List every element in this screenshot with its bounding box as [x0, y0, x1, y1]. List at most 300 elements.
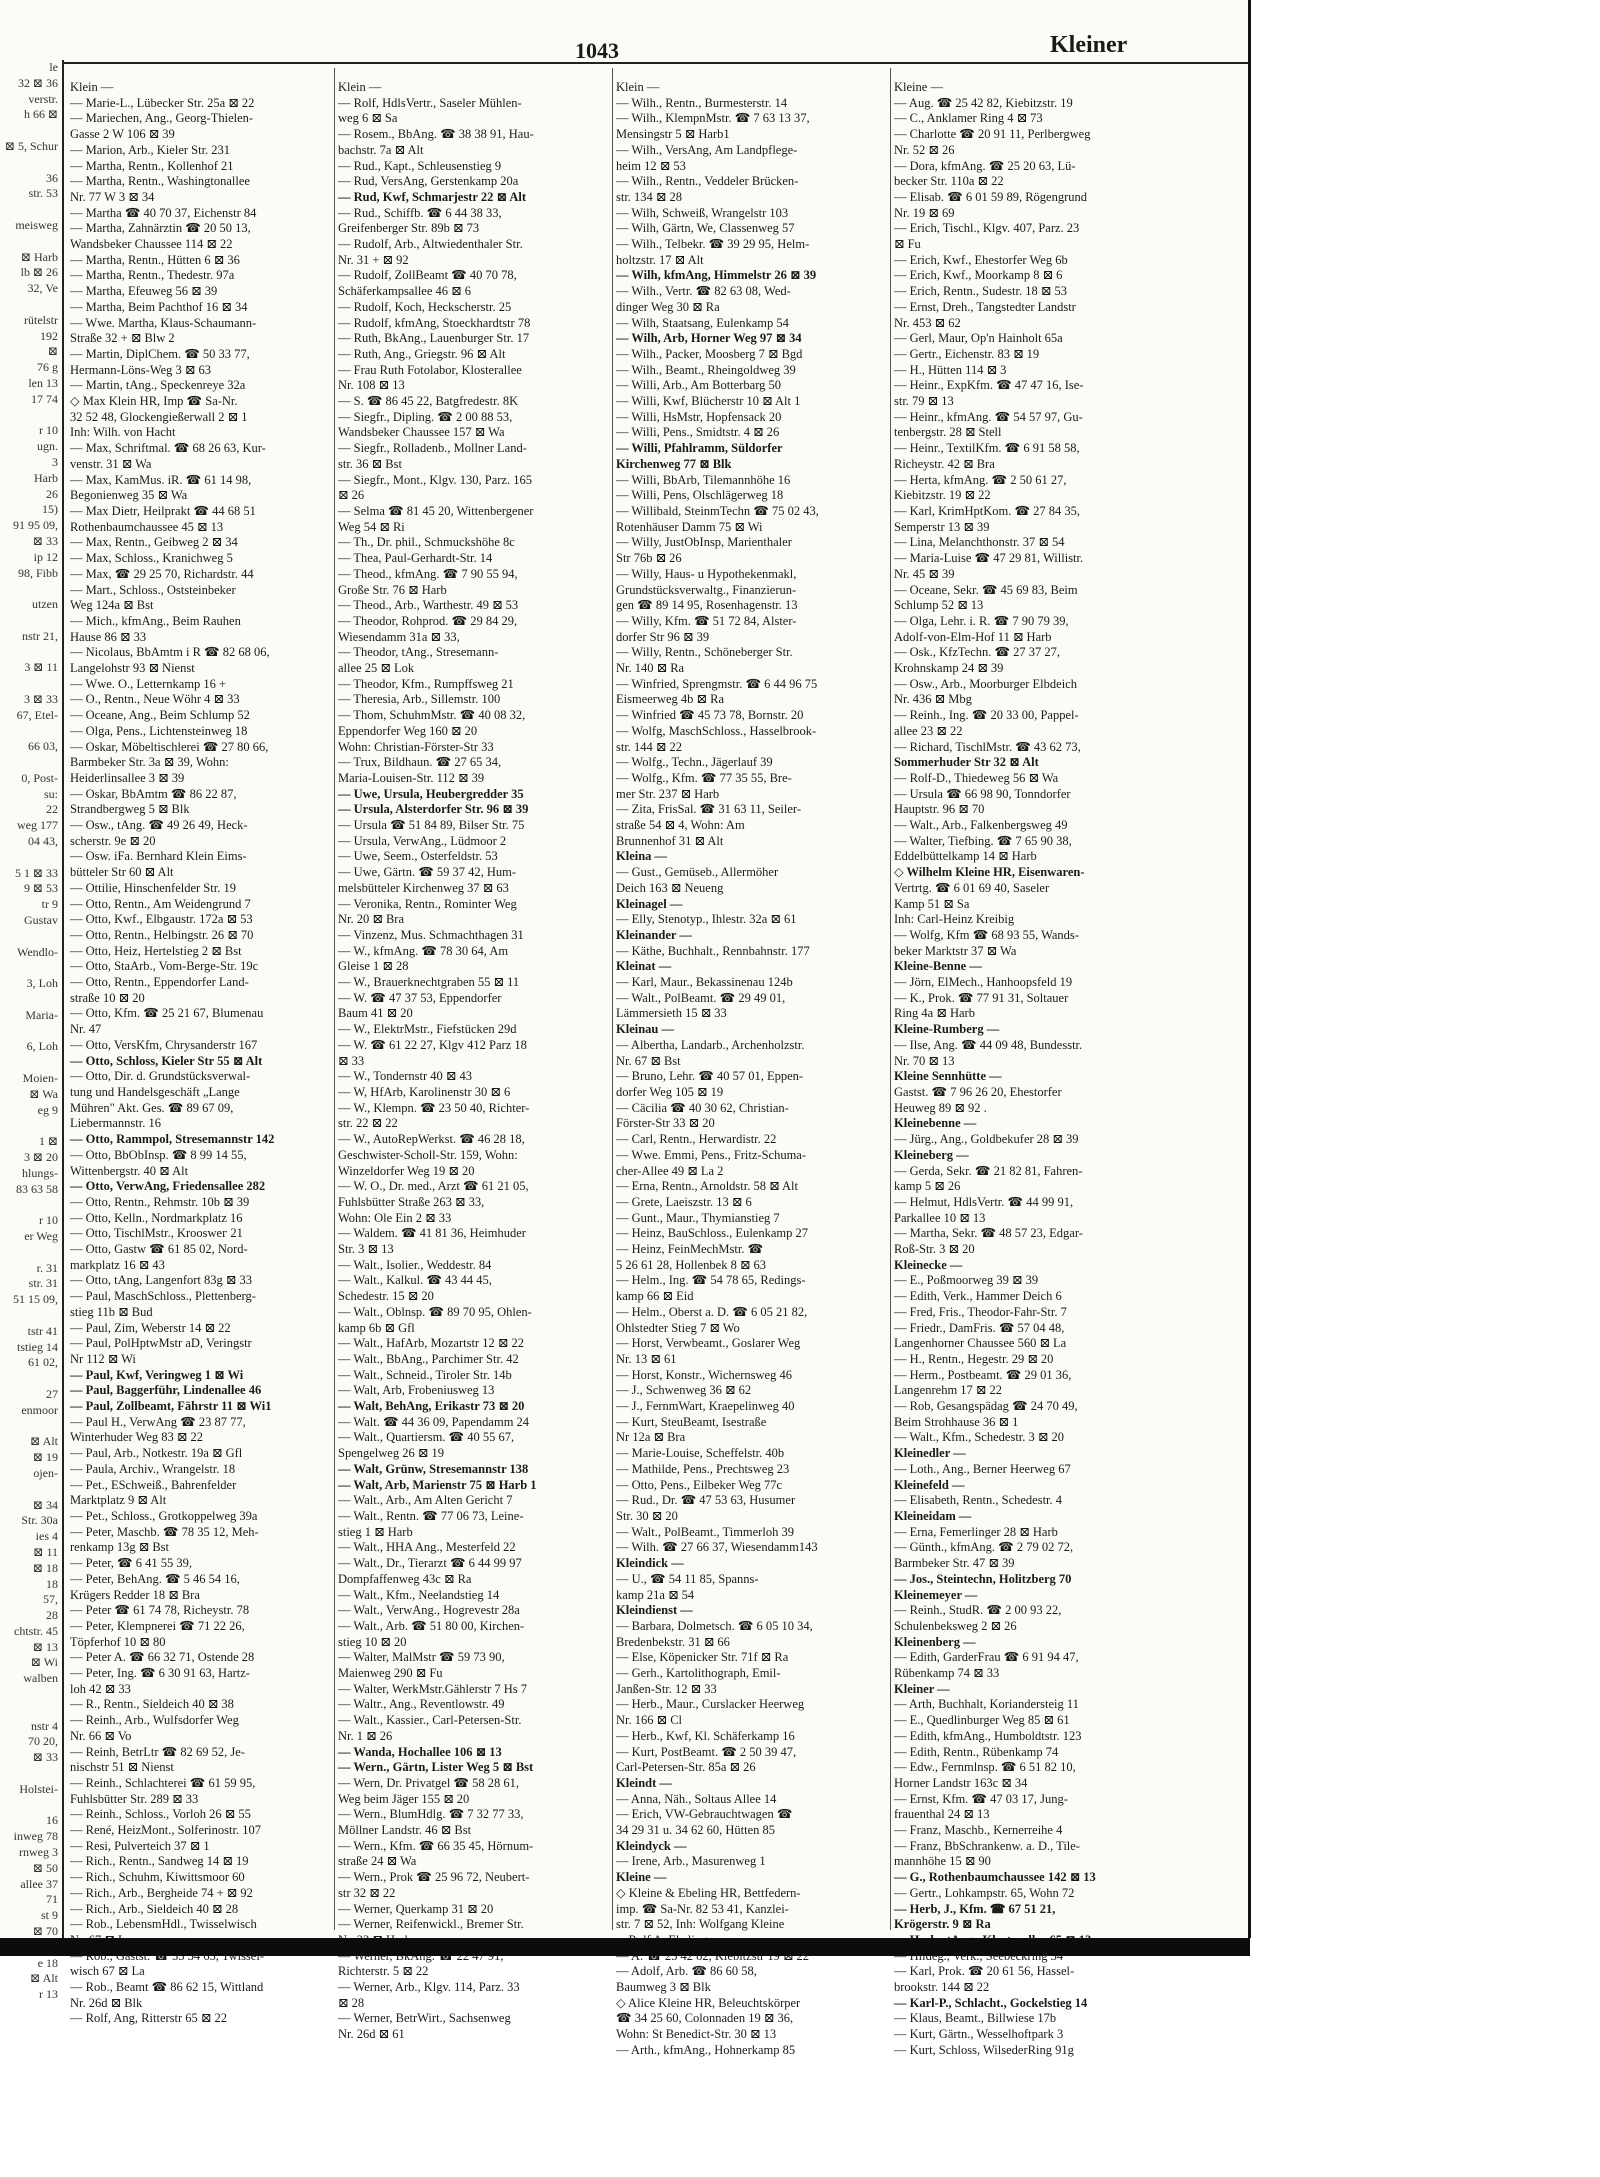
stub-fragment: [0, 676, 62, 692]
directory-entry: Kleine —: [894, 80, 943, 94]
directory-entry: — W., ElektrMstr., Fiefstücken 29d: [338, 1022, 517, 1037]
running-header: Kleiner: [1050, 32, 1128, 58]
surname-heading: Kleinau —: [616, 1022, 674, 1037]
directory-entry: — Rich., Arb., Bergheide 74 + ⊠ 92: [70, 1885, 253, 1900]
directory-entry: ◇ Max Klein HR, Imp ☎ Sa-Nr.: [70, 394, 238, 409]
directory-entry: Nr 12a ⊠ Bra: [616, 1430, 686, 1445]
directory-entry: — Rud., Dr. ☎ 47 53 63, Husumer: [616, 1493, 796, 1508]
directory-entry: Liebermannstr. 16: [70, 1116, 161, 1131]
directory-entry: — Karl-P., Schlacht., Gockelstieg 14: [894, 1995, 1088, 2010]
directory-entry: Winterhuder Weg 83 ⊠ 22: [70, 1430, 204, 1445]
directory-entry: — Erich, Rentn., Sudestr. 18 ⊠ 53: [894, 284, 1067, 299]
directory-entry: Nr. 66 ⊠ Vo: [70, 1728, 132, 1743]
directory-entry: Wandsbeker Chaussee 114 ⊠ 22: [70, 237, 233, 252]
directory-entry: — Rudolf, Arb., Altwiedenthaler Str.: [338, 237, 523, 252]
directory-entry: — Wolfg., Kfm. ☎ 77 35 55, Bre-: [616, 770, 792, 785]
directory-entry: — Klaus, Beamt., Billwiese 17b: [894, 2011, 1057, 2026]
directory-entry: — Wwe. Martha, Klaus-Schaumann-: [70, 315, 257, 330]
surname-heading: Kleindt —: [616, 1775, 672, 1790]
directory-entry: heim 12 ⊠ 53: [616, 158, 686, 173]
directory-entry: Nr. 52 ⊠ 26: [894, 142, 955, 157]
directory-entry: — Otto, Dir. d. Grundstücksverwal-: [70, 1069, 251, 1084]
directory-entry: — Irene, Arb., Masurenweg 1: [616, 1854, 766, 1869]
directory-entry: 5 26 61 28, Hollenbek 8 ⊠ 63: [616, 1257, 767, 1272]
directory-entry: — Walt., Arb., Am Alten Gericht 7: [338, 1493, 513, 1508]
directory-entry: — Pet., Schloss., Grotkoppelweg 39a: [70, 1508, 258, 1523]
directory-entry: — Rich., Arb., Sieldeich 40 ⊠ 28: [70, 1901, 239, 1916]
directory-entry: — Paula, Archiv., Wrangelstr. 18: [70, 1461, 236, 1476]
directory-entry: Vertrtg. ☎ 6 01 69 40, Saseler: [894, 880, 1050, 895]
stub-fragment: [0, 992, 62, 1008]
directory-entry: Große Str. 76 ⊠ Harb: [338, 582, 447, 597]
directory-entry: — Kurt, Gärtn., Wesselhoftpark 3: [894, 2027, 1064, 2042]
directory-entry: — J., Schwenweg 36 ⊠ 62: [616, 1383, 752, 1398]
directory-entry: — Otto, Pens., Eilbeker Weg 77c: [616, 1477, 783, 1492]
directory-entry: — Carl, Rentn., Herwardistr. 22: [616, 1132, 777, 1147]
directory-entry: — W. ☎ 47 37 53, Eppendorfer: [338, 990, 502, 1005]
stub-fragment: ⊠ 34: [32, 1497, 58, 1512]
directory-entry: — Edith, kfmAng., Humboldtstr. 123: [894, 1728, 1082, 1743]
stub-fragment: Holstei-: [19, 1781, 58, 1796]
directory-entry: Straße 32 + ⊠ Blw 2: [70, 331, 175, 346]
directory-entry: Langenhorner Chaussee 560 ⊠ La: [894, 1336, 1067, 1351]
directory-entry: — Wolfg, MaschSchloss., Hasselbrook-: [616, 723, 817, 738]
directory-entry: — Loth., Ang., Berner Heerweg 67: [894, 1461, 1071, 1476]
directory-entry: — Otto, Rammpol, Stresemannstr 142: [70, 1132, 275, 1147]
stub-fragment: weg 177: [17, 818, 58, 833]
header-rule: [64, 62, 1248, 64]
stub-fragment: ⊠ 50: [32, 1860, 58, 1875]
directory-entry: Nr. 1 ⊠ 26: [338, 1728, 393, 1743]
stub-fragment: [0, 1197, 62, 1213]
directory-entry: — Wern., Kfm. ☎ 66 35 45, Hörnum-: [338, 1838, 534, 1853]
directory-entry: — Herb, J., Kfm. ☎ 67 51 21,: [894, 1901, 1056, 1916]
stub-fragment: 3: [52, 454, 58, 469]
stub-fragment: ⊠ Wi: [30, 1655, 58, 1670]
directory-entry: — Ilse, Ang. ☎ 44 09 48, Bundesstr.: [894, 1037, 1083, 1052]
stub-fragment: hlungs-: [22, 1165, 58, 1180]
directory-entry: — Peter, Ing. ☎ 6 30 91 63, Hartz-: [70, 1666, 250, 1681]
directory-entry: allee 25 ⊠ Lok: [338, 661, 415, 676]
directory-entry: — Walt, BehAng, Erikastr 73 ⊠ 20: [338, 1399, 525, 1414]
directory-entry: ⊠ 33: [338, 1053, 365, 1068]
directory-entry: — Martha ☎ 40 70 37, Eichenstr 84: [70, 205, 257, 220]
directory-entry: — Oskar, BbAmtm ☎ 86 22 87,: [70, 786, 237, 801]
directory-entry: — Franz, BbSchrankenw. a. D., Tile-: [894, 1838, 1080, 1853]
directory-entry: — Rud., Schiffb. ☎ 6 44 38 33,: [338, 205, 502, 220]
directory-entry: — Otto, StaArb., Vom-Berge-Str. 19c: [70, 959, 259, 974]
directory-entry: loh 42 ⊠ 33: [70, 1681, 131, 1696]
directory-entry: — Walt. ☎ 44 36 09, Papendamm 24: [338, 1414, 530, 1429]
directory-entry: — Rud, VersAng, Gerstenkamp 20a: [338, 174, 519, 189]
directory-entry: Str 76b ⊠ 26: [616, 551, 682, 566]
directory-entry: — Walt., HafArb, Mozartstr 12 ⊠ 22: [338, 1336, 524, 1351]
directory-entry: — Otto, Heiz, Hertelstieg 2 ⊠ Bst: [70, 943, 242, 958]
stub-fragment: 17 74: [31, 391, 58, 406]
directory-entry: — Jörn, ElMech., Hanhoopsfeld 19: [894, 975, 1073, 990]
directory-entry: — Gertr., Eichenstr. 83 ⊠ 19: [894, 346, 1040, 361]
directory-entry: — Mich., kfmAng., Beim Rauhen: [70, 613, 241, 628]
directory-entry: — Wilh., VersAng, Am Landpflege-: [616, 142, 798, 157]
stub-fragment: [0, 408, 62, 424]
directory-entry: — Werner, Querkamp 31 ⊠ 20: [338, 1901, 494, 1916]
directory-entry: — Rolf, Ang, Ritterstr 65 ⊠ 22: [70, 2011, 228, 2026]
directory-entry: — W., Klempn. ☎ 23 50 40, Richter-: [338, 1100, 530, 1115]
stub-fragment: meisweg: [15, 217, 58, 232]
directory-entry: Maria-Louisen-Str. 112 ⊠ 39: [338, 770, 485, 785]
stub-fragment: inweg 78: [13, 1829, 58, 1844]
directory-entry: — Erich, Tischl., Klgv. 407, Parz. 23: [894, 221, 1080, 236]
directory-entry: — Ursula ☎ 51 84 89, Bilser Str. 75: [338, 818, 525, 833]
stub-fragment: ⊠ Alt: [30, 1434, 58, 1449]
directory-entry: — Helm., Ing. ☎ 54 78 65, Redings-: [616, 1273, 806, 1288]
stub-fragment: [0, 1118, 62, 1134]
stub-fragment: 1 ⊠: [38, 1134, 58, 1149]
directory-entry: Ring 4a ⊠ Harb: [894, 1006, 975, 1021]
directory-entry: — Fred, Fris., Theodor-Fahr-Str. 7: [894, 1304, 1067, 1319]
stub-fragment: [0, 960, 62, 976]
directory-entry: Möllner Landstr. 46 ⊠ Bst: [338, 1823, 472, 1838]
stub-fragment: [0, 1308, 62, 1324]
directory-entry: — Walter, WerkMstr.Gählerstr 7 Hs 7: [338, 1681, 528, 1696]
directory-entry: — Nicolaus, BbAmtm i R ☎ 82 68 06,: [70, 645, 270, 660]
directory-entry: — Willibald, SteinmTechn ☎ 75 02 43,: [616, 503, 819, 518]
directory-entry: — Maria-Luise ☎ 47 29 81, Willistr.: [894, 551, 1084, 566]
directory-entry: — Erna, Rentn., Arnoldstr. 58 ⊠ Alt: [616, 1179, 798, 1194]
directory-entry: — Erich, Kwf., Moorkamp 8 ⊠ 6: [894, 268, 1063, 283]
directory-entry: Nr. 453 ⊠ 62: [894, 315, 961, 330]
directory-entry: Semperstr 13 ⊠ 39: [894, 519, 990, 534]
stub-fragment: le: [49, 60, 58, 74]
directory-entry: Wohn: Ole Ein 2 ⊠ 33: [338, 1210, 452, 1225]
directory-column-3: [616, 80, 888, 2057]
surname-heading: Kleinedler —: [894, 1446, 966, 1461]
directory-entry: — Rudolf, Koch, Heckscherstr. 25: [338, 299, 512, 314]
directory-entry: — K., Prok. ☎ 77 91 31, Soltauer: [894, 990, 1069, 1005]
directory-entry: — Gerh., Kartolithograph, Emil-: [616, 1666, 781, 1681]
directory-entry: Eddelbüttelkamp 14 ⊠ Harb: [894, 849, 1037, 864]
directory-entry: — Heinz, FeinMechMstr. ☎: [616, 1242, 764, 1257]
directory-entry: ⊠ 26: [338, 488, 365, 503]
directory-entry: Dompfaffenweg 43c ⊠ Ra: [338, 1571, 472, 1586]
directory-entry: — Anna, Näh., Soltaus Allee 14: [616, 1791, 777, 1806]
directory-entry: — Willi, Kwf, Blücherstr 10 ⊠ Alt 1: [616, 394, 801, 409]
directory-entry: — Otto, Rentn., Helbingstr. 26 ⊠ 70: [70, 927, 254, 942]
directory-entry: — Mart., Schloss., Oststeinbeker: [70, 582, 236, 597]
stub-fragment: 18: [46, 1576, 58, 1591]
directory-entry: allee 23 ⊠ 22: [894, 723, 963, 738]
directory-entry: Nr. 31 + ⊠ 92: [338, 252, 409, 267]
directory-entry: mer Str. 237 ⊠ Harb: [616, 786, 720, 801]
directory-entry: Barmbeker Str. 3a ⊠ 39, Wohn:: [70, 755, 229, 770]
stub-fragment: [0, 1055, 62, 1071]
directory-entry: ⊠ Fu: [894, 237, 921, 252]
directory-entry: — Martha, Rentn., Kollenhof 21: [70, 158, 234, 173]
surname-heading: Kleinenberg —: [894, 1634, 976, 1649]
directory-entry: Nr. 47: [70, 1022, 102, 1037]
directory-entry: — Max, Schloss., Kranichweg 5: [70, 551, 233, 566]
directory-entry: — Willi, Pens., Smidtstr. 4 ⊠ 26: [616, 425, 780, 440]
directory-entry: — W, HfArb, Karolinenstr 30 ⊠ 6: [338, 1085, 511, 1099]
directory-entry: — Reinh., Ing. ☎ 20 33 00, Pappel-: [894, 708, 1079, 723]
stub-fragment: Harb: [34, 470, 58, 485]
directory-entry: Spengelweg 26 ⊠ 19: [338, 1446, 444, 1461]
directory-entry: Schäferkampsallee 46 ⊠ 6: [338, 284, 471, 299]
stub-fragment: 91 95 09,: [13, 518, 58, 533]
directory-entry: — Reinh., Schlachterei ☎ 61 59 95,: [70, 1775, 256, 1790]
directory-entry: Winzeldorfer Weg 19 ⊠ 20: [338, 1163, 475, 1178]
directory-entry: — Otto, VerwAng, Friedensallee 282: [70, 1179, 266, 1194]
stub-fragment: 192: [40, 328, 58, 343]
directory-entry: — Gerda, Sekr. ☎ 21 82 81, Fahren-: [894, 1163, 1083, 1178]
directory-entry: — Ursula ☎ 66 98 90, Tonndorfer: [894, 786, 1071, 801]
stub-fragment: r 10: [39, 1213, 58, 1228]
directory-entry: gen ☎ 89 14 95, Rosenhagenstr. 13: [616, 598, 798, 613]
directory-entry: — Rosem., BbAng. ☎ 38 38 91, Hau-: [338, 127, 534, 142]
directory-entry: Wandsbeker Chaussee 157 ⊠ Wa: [338, 425, 505, 440]
directory-entry: — Helmut, HdlsVertr. ☎ 44 99 91,: [894, 1194, 1074, 1209]
directory-entry: — Marion, Arb., Kieler Str. 231: [70, 142, 231, 157]
directory-entry: — Siegfr., Rolladenb., Mollner Land-: [338, 441, 527, 456]
stub-fragment: 66 03,: [28, 739, 58, 754]
directory-entry: — Max, KamMus. iR. ☎ 61 14 98,: [70, 472, 252, 487]
directory-entry: — Walt., Kfm., Schedestr. 3 ⊠ 20: [894, 1430, 1064, 1445]
stub-fragment: 27: [46, 1386, 58, 1401]
directory-entry: Wiesendamm 31a ⊠ 33,: [338, 629, 460, 644]
directory-entry: — Ruth, BkAng., Lauenburger Str. 17: [338, 331, 530, 346]
directory-entry: — Trux, Bildhaun. ☎ 27 65 34,: [338, 755, 502, 770]
stub-fragment: 6, Loh: [26, 1039, 58, 1054]
directory-entry: Wittenbergstr. 40 ⊠ Alt: [70, 1163, 189, 1178]
page-number: 1043: [575, 38, 619, 63]
directory-entry: tenbergstr. 28 ⊠ Stell: [894, 425, 1002, 440]
directory-entry: — Rolf, HdlsVertr., Saseler Mühlen-: [338, 95, 522, 110]
directory-entry: — Marie-L., Lübecker Str. 25a ⊠ 22: [70, 95, 255, 110]
directory-entry: — Oceane, Ang., Beim Schlump 52: [70, 708, 250, 723]
directory-entry: Greifenberger Str. 89b ⊠ 73: [338, 221, 480, 236]
directory-entry: — Wilh., KlempnMstr. ☎ 7 63 13 37,: [616, 111, 810, 126]
directory-entry: — Walt, Arb, Marienstr 75 ⊠ Harb 1: [338, 1477, 537, 1492]
directory-entry: frauenthal 24 ⊠ 13: [894, 1807, 990, 1822]
stub-fragment: [0, 755, 62, 771]
directory-entry: Lämmersieth 15 ⊠ 33: [616, 1006, 727, 1021]
directory-entry: renkamp 13g ⊠ Bst: [70, 1540, 170, 1555]
directory-entry: — Rob., LebensmHdl., Twisselwisch: [70, 1917, 257, 1932]
directory-entry: Nr. 20 ⊠ Bra: [338, 912, 405, 927]
directory-entry: straße 24 ⊠ Wa: [338, 1854, 417, 1869]
directory-entry: — Albertha, Landarb., Archenholzstr.: [616, 1037, 805, 1052]
directory-entry: Kirchenweg 77 ⊠ Blk: [616, 456, 732, 471]
stub-fragment: nstr 21,: [22, 628, 58, 643]
stub-fragment: 83 63 58: [16, 1181, 58, 1196]
stub-fragment: eg 9: [37, 1102, 58, 1117]
stub-fragment: [0, 1482, 62, 1498]
stub-fragment: ⊠ 33: [32, 1750, 58, 1765]
directory-entry: becker Str. 110a ⊠ 22: [894, 174, 1004, 189]
directory-entry: — U., ☎ 54 11 85, Spanns-: [616, 1571, 759, 1586]
directory-entry: — Rud, Kwf, Schmarjestr 22 ⊠ Alt: [338, 189, 527, 204]
directory-entry: Weg 124a ⊠ Bst: [70, 598, 154, 613]
directory-entry: Heuweg 89 ⊠ 92 .: [894, 1100, 987, 1115]
directory-entry: Begonienweg 35 ⊠ Wa: [70, 488, 188, 503]
stub-fragment: 36: [46, 170, 58, 185]
directory-entry: — Willi, Pfahlramm, Süldorfer: [616, 441, 783, 456]
directory-entry: Förster-Str 33 ⊠ 20: [616, 1116, 715, 1131]
directory-entry: Nr. 436 ⊠ Mbg: [894, 692, 972, 707]
directory-entry: Rübenkamp 74 ⊠ 33: [894, 1666, 1000, 1681]
directory-entry: Heiderlinsallee 3 ⊠ 39: [70, 770, 185, 785]
directory-entry: — Else, Köpenicker Str. 71f ⊠ Ra: [616, 1650, 789, 1665]
directory-entry: — Rich., Rentn., Sandweg 14 ⊠ 19: [70, 1854, 249, 1869]
directory-entry: bachstr. 7a ⊠ Alt: [338, 142, 424, 157]
stub-fragment: allee 37: [20, 1876, 58, 1891]
directory-entry: Kiebitzstr. 19 ⊠ 22: [894, 488, 991, 503]
directory-entry: — Max Dietr, Heilprakt ☎ 44 68 51: [70, 503, 256, 518]
stub-fragment: rnweg 3: [19, 1845, 58, 1860]
surname-heading: Kleinemeyer —: [894, 1587, 978, 1602]
stub-fragment: 22: [46, 802, 58, 817]
directory-entry: — Theod., Arb., Warthestr. 49 ⊠ 53: [338, 598, 519, 613]
directory-entry: Wohn: Christian-Förster-Str 33: [338, 739, 494, 754]
directory-entry: — Dora, kfmAng. ☎ 25 20 63, Lü-: [894, 158, 1076, 173]
stub-fragment: 61 02,: [28, 1355, 58, 1370]
directory-entry: Weg 54 ⊠ Ri: [338, 519, 405, 534]
directory-entry: Krügers Redder 18 ⊠ Bra: [70, 1587, 200, 1602]
directory-entry: — Walt, Grünw, Stresemannstr 138: [338, 1461, 529, 1476]
directory-entry: — Osw., Arb., Moorburger Elbdeich: [894, 676, 1077, 691]
stub-fragment: [0, 234, 62, 250]
directory-entry: Nr. 26d ⊠ Blk: [70, 1995, 143, 2010]
directory-entry: Nr. 19 ⊠ 69: [894, 205, 955, 220]
directory-entry: — Gust., Gemüseb., Allermöher: [616, 865, 779, 880]
stub-fragment: 98, Fibb: [17, 565, 58, 580]
directory-entry: — Horst, Verwbeamt., Goslarer Weg: [616, 1336, 801, 1351]
directory-entry: Grundstücksverwaltg., Finanzierun-: [616, 582, 797, 597]
directory-entry: str. 144 ⊠ 22: [616, 739, 683, 754]
directory-entry: — Charlotte ☎ 20 91 11, Perlbergweg: [894, 127, 1091, 142]
directory-entry: — Walt., Isolier., Weddestr. 84: [338, 1257, 492, 1272]
stub-fragment: utzen: [32, 597, 58, 612]
directory-entry: str. 7 ⊠ 52, Inh: Wolfgang Kleine: [616, 1917, 785, 1932]
directory-entry: Wohn: St Benedict-Str. 30 ⊠ 13: [616, 2027, 777, 2042]
directory-entry: — Martha, Rentn., Hütten 6 ⊠ 36: [70, 252, 240, 267]
directory-entry: — Ursula, Alsterdorfer Str. 96 ⊠ 39: [338, 802, 529, 817]
directory-entry: — Uwe, Ursula, Heubergredder 35: [338, 786, 524, 801]
directory-entry: Adolf-von-Elm-Hof 11 ⊠ Harb: [894, 629, 1052, 644]
stub-fragment: ojen-: [33, 1465, 58, 1480]
directory-entry: — Cäcilia ☎ 40 30 62, Christian-: [616, 1100, 789, 1115]
directory-entry: — Uwe, Gärtn. ☎ 59 37 42, Hum-: [338, 865, 517, 880]
directory-entry: — Edith, Verk., Hammer Deich 6: [894, 1289, 1062, 1304]
stub-fragment: [0, 202, 62, 218]
surname-heading: Kleina —: [616, 849, 668, 864]
directory-entry: — Wilh. ☎ 27 66 37, Wiesendamm143: [616, 1540, 818, 1555]
stub-fragment: 51 15 09,: [13, 1292, 58, 1307]
stub-fragment: len 13: [28, 375, 58, 390]
directory-entry: — O., Rentn., Neue Wöhr 4 ⊠ 33: [70, 692, 240, 707]
stub-fragment: su:: [43, 786, 58, 801]
directory-entry: Inh: Carl-Heinz Kreibig: [894, 912, 1015, 927]
directory-entry: — Wwe. Emmi, Pens., Fritz-Schuma-: [616, 1147, 807, 1162]
stub-fragment: [0, 1419, 62, 1435]
directory-entry: — Rud., Kapt., Schleusenstieg 9: [338, 158, 502, 173]
directory-entry: — H., Hütten 114 ⊠ 3: [894, 362, 1007, 377]
directory-entry: — Walt., BbAng., Parchimer Str. 42: [338, 1351, 519, 1366]
directory-entry: Gleise 1 ⊠ 28: [338, 959, 409, 974]
directory-entry: — Otto, BbObInsp. ☎ 8 99 14 55,: [70, 1147, 247, 1162]
directory-entry: — Karl, KrimHptKom. ☎ 27 84 35,: [894, 503, 1081, 518]
stub-fragment: [0, 723, 62, 739]
directory-entry: — Walt., Arb., Falkenbergsweg 49: [894, 818, 1068, 833]
column-separator: [334, 68, 335, 1930]
directory-entry: — Theresia, Arb., Sillemstr. 100: [338, 692, 501, 707]
directory-entry: — Max, Rentn., Geibweg 2 ⊠ 34: [70, 535, 238, 550]
stub-fragment: [0, 581, 62, 597]
stub-fragment: ip 12: [33, 549, 58, 564]
stub-fragment: ⊠ Alt: [30, 1971, 58, 1986]
directory-entry: Beim Strohhause 36 ⊠ 1: [894, 1414, 1019, 1429]
surname-heading: Kleindyck —: [616, 1838, 687, 1853]
directory-entry: Hause 86 ⊠ 33: [70, 629, 147, 644]
directory-entry: Eppendorfer Weg 160 ⊠ 20: [338, 723, 478, 738]
directory-entry: — Elisab. ☎ 6 01 59 89, Rögengrund: [894, 189, 1087, 204]
directory-entry: bütteler Str 60 ⊠ Alt: [70, 865, 174, 880]
directory-entry: Nr. 45 ⊠ 39: [894, 566, 955, 581]
stub-fragment: 32 ⊠ 36: [17, 75, 58, 90]
directory-entry: — Osw. iFa. Bernhard Klein Eims-: [70, 849, 247, 864]
surname-heading: Kleinander —: [616, 927, 692, 942]
directory-entry: — Siegfr., Mont., Klgv. 130, Parz. 165: [338, 472, 532, 487]
directory-entry: scherstr. 9e ⊠ 20: [70, 833, 156, 848]
directory-entry: — Selma ☎ 81 45 20, Wittenbergener: [338, 503, 534, 518]
stub-fragment: [0, 155, 62, 171]
stub-fragment: 3 ⊠ 20: [23, 1149, 58, 1164]
directory-entry: Roß-Str. 3 ⊠ 20: [894, 1242, 975, 1257]
directory-entry: — Wolfg, Kfm ☎ 68 93 55, Wands-: [894, 927, 1079, 942]
directory-entry: — Karl, Maur., Bekassinenau 124b: [616, 975, 793, 990]
directory-entry: — Willi, HsMstr, Hopfensack 20: [616, 409, 782, 424]
directory-entry: — Werner, Arb., Klgv. 114, Parz. 33: [338, 1980, 520, 1995]
directory-entry: — Rob., Beamt ☎ 86 62 15, Wittland: [70, 1980, 264, 1995]
directory-entry: — Wern., BlumHdlg. ☎ 7 32 77 33,: [338, 1807, 524, 1822]
stub-fragment: 57,: [43, 1592, 58, 1607]
directory-entry: straße 54 ⊠ 4, Wohn: Am: [616, 818, 745, 833]
stub-fragment: 04 43,: [28, 834, 58, 849]
directory-entry: — Franz, Maschb., Kernerreihe 4: [894, 1823, 1063, 1838]
directory-entry: holtzstr. 17 ⊠ Alt: [616, 252, 704, 267]
directory-entry: Langenrehm 17 ⊠ 22: [894, 1383, 1003, 1398]
stub-fragment: er Weg: [24, 1228, 58, 1243]
directory-entry: — Herm., Postbeamt. ☎ 29 01 36,: [894, 1367, 1072, 1382]
directory-entry: — Herb., Maur., Curslacker Heerweg: [616, 1697, 805, 1712]
stub-fragment: chtstr. 45: [14, 1623, 58, 1638]
previous-page-stub-column: [0, 60, 64, 2002]
directory-entry: — Rob, Gesangspädag ☎ 24 70 49,: [894, 1399, 1078, 1414]
stub-fragment: ⊠ Harb: [20, 249, 58, 264]
stub-fragment: tr 9: [41, 897, 58, 912]
stub-fragment: h 66 ⊠: [23, 107, 58, 122]
directory-entry: Nr. 77 W 3 ⊠ 34: [70, 189, 155, 204]
directory-entry: Klein —: [616, 80, 660, 94]
stub-fragment: 70 20,: [28, 1734, 58, 1749]
directory-entry: Nr. 67 ⊠ Bst: [616, 1053, 681, 1068]
directory-entry: — Gertr., Lohkampstr. 65, Wohn 72: [894, 1885, 1075, 1900]
directory-entry: — Peter, Maschb. ☎ 78 35 12, Meh-: [70, 1524, 259, 1539]
directory-entry: — Arth, Buchhalt, Koriandersteig 11: [894, 1697, 1079, 1712]
directory-entry: Carl-Petersen-Str. 85a ⊠ 26: [616, 1760, 756, 1775]
directory-entry: — W., kfmAng. ☎ 78 30 64, Am: [338, 943, 509, 958]
directory-entry: — Wilh, Arb, Horner Weg 97 ⊠ 34: [616, 331, 802, 346]
